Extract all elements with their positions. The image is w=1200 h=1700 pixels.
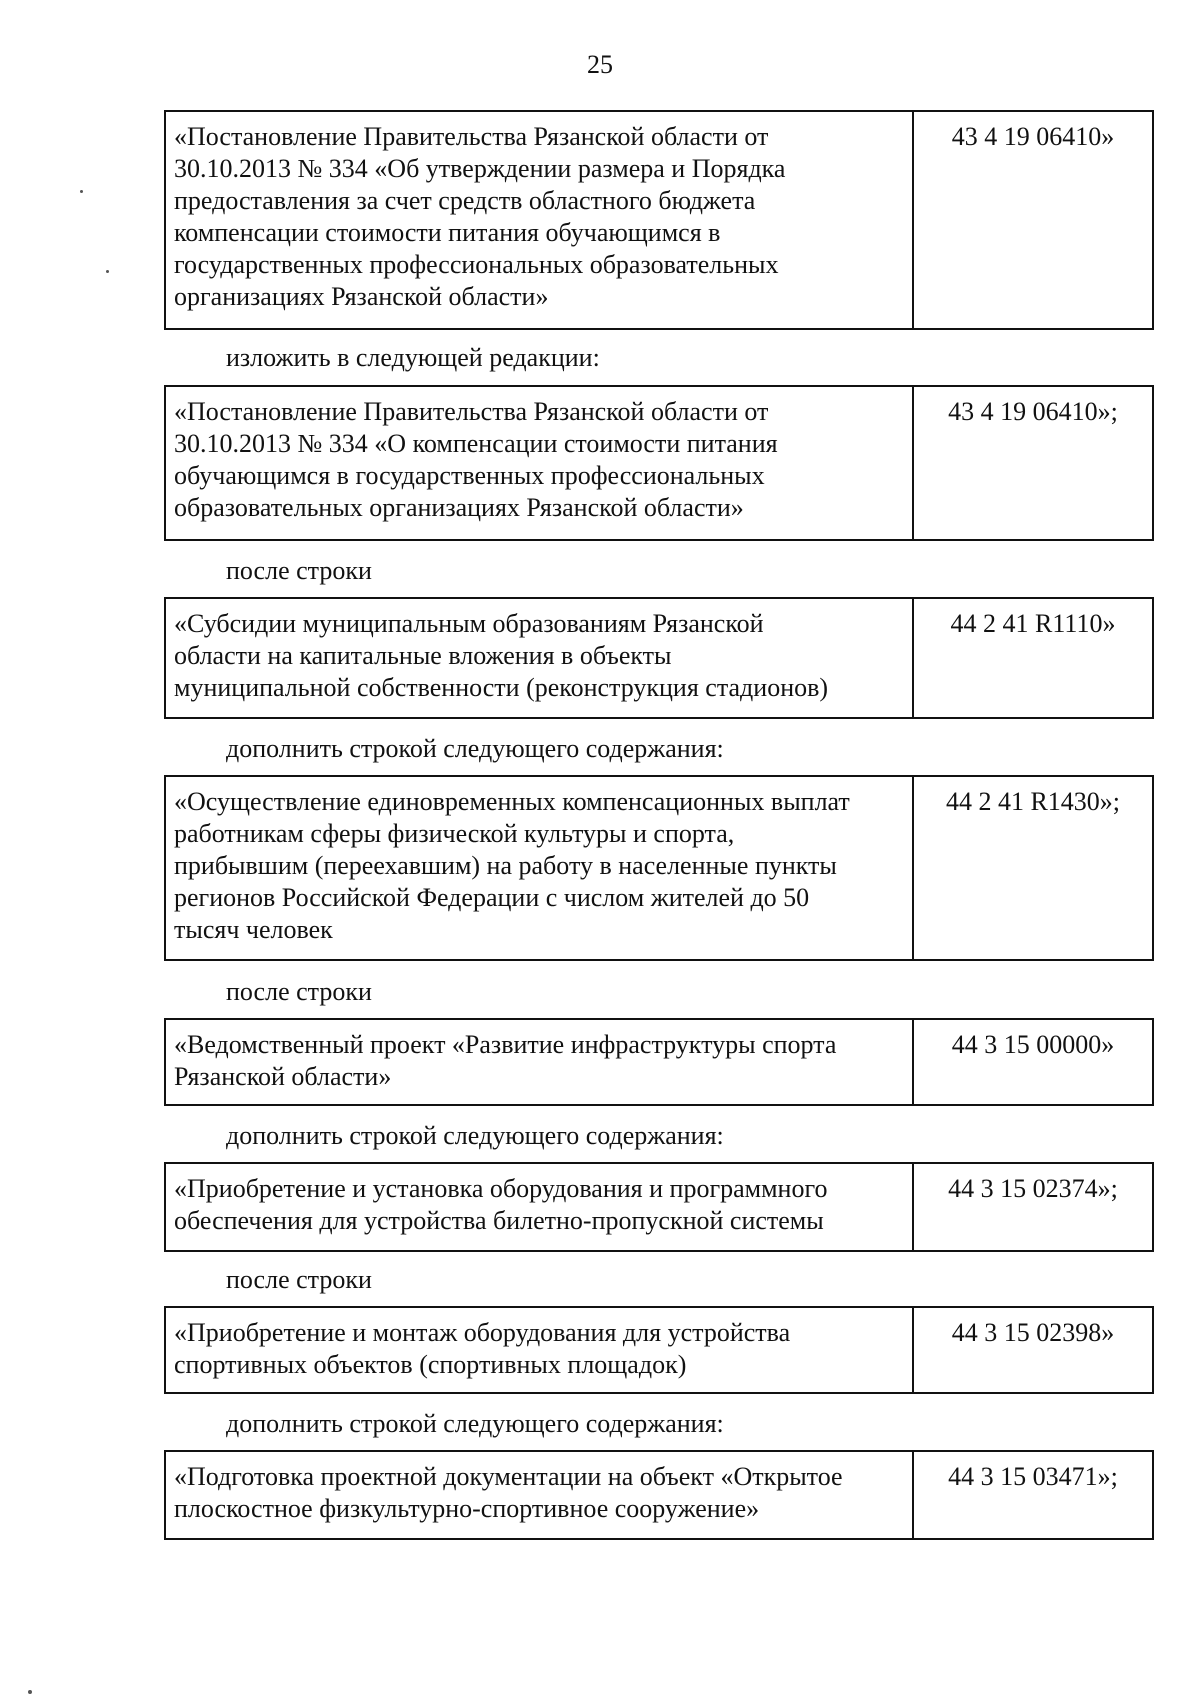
scan-artifact-dot xyxy=(80,190,83,193)
row-code: 44 3 15 00000» xyxy=(951,1030,1115,1059)
row-code: 44 2 41 R1110» xyxy=(950,609,1116,638)
row-text: «Осуществление единовременных компенсационных выплат работникам сферы физической культуры и спорта, прибывшим (переехавшим) на работу в населенные пункты регионов Российской Федерации с числом жителей до 50 тысяч человек xyxy=(166,777,914,959)
row-text: «Приобретение и установка оборудования и программного обеспечения для устройства билетно-пропускной системы xyxy=(166,1164,914,1250)
table-row xyxy=(164,1018,1154,1106)
instruction-text: после строки xyxy=(226,556,372,585)
scan-artifact-dot xyxy=(28,1690,32,1694)
row-code: 43 4 19 06410»; xyxy=(948,397,1118,426)
row-code: 44 2 41 R1430»; xyxy=(945,787,1121,816)
row-code: 43 4 19 06410» xyxy=(951,122,1115,151)
table-row xyxy=(164,597,1154,719)
row-code: 44 3 15 02374»; xyxy=(948,1174,1118,1203)
scan-artifact-dot xyxy=(106,270,109,273)
row-code: 44 3 15 03471»; xyxy=(948,1462,1118,1491)
row-text: «Ведомственный проект «Развитие инфраструктуры спорта Рязанской области» xyxy=(166,1020,914,1104)
table-row xyxy=(164,1162,1154,1252)
table-row xyxy=(164,110,1154,330)
row-code: 44 3 15 02398» xyxy=(951,1318,1115,1347)
row-text: «Субсидии муниципальным образованиям Рязанской области на капитальные вложения в объекты муниципальной собственности (реконструкция стадионов) xyxy=(166,599,914,717)
row-text: «Приобретение и монтаж оборудования для устройства спортивных объектов (спортивных площадок) xyxy=(166,1308,914,1392)
row-text: «Постановление Правительства Рязанской области от 30.10.2013 № 334 «О компенсации стоимости питания обучающимся в государственных профессиональных образовательных организациях Рязанской области» xyxy=(166,387,914,539)
table-row xyxy=(164,775,1154,961)
instruction-text: дополнить строкой следующего содержания: xyxy=(226,1409,724,1438)
table-row xyxy=(164,1306,1154,1394)
instruction-text: дополнить строкой следующего содержания: xyxy=(226,1121,724,1150)
instruction-text: дополнить строкой следующего содержания: xyxy=(226,734,724,763)
instruction-text: после строки xyxy=(226,1265,372,1294)
table-row xyxy=(164,385,1154,541)
instruction-text: изложить в следующей редакции: xyxy=(226,343,600,372)
row-text: «Подготовка проектной документации на объект «Открытое плоскостное физкультурно-спортивное сооружение» xyxy=(166,1452,914,1538)
instruction-text: после строки xyxy=(226,977,372,1006)
row-text: «Постановление Правительства Рязанской области от 30.10.2013 № 334 «Об утверждении размера и Порядка предоставления за счет средств областного бюджета компенсации стоимости питания обучающимся в государственных профессиональных образовательных организациях Рязанской области» xyxy=(166,112,914,328)
table-row xyxy=(164,1450,1154,1540)
page-number: 25 xyxy=(587,50,613,79)
